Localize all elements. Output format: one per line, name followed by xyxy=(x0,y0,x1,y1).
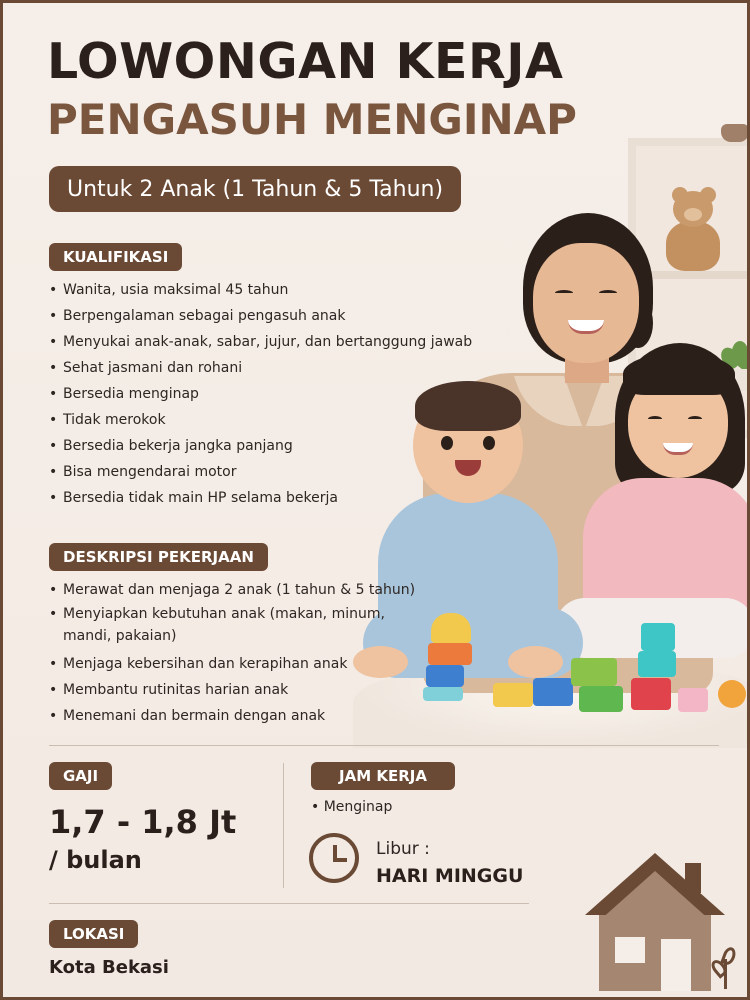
salary-amount: 1,7 - 1,8 Jt xyxy=(49,803,237,841)
day-off-label: Libur : xyxy=(376,839,430,859)
list-item: • Merawat dan menjaga 2 anak (1 tahun & 5 tahun) xyxy=(49,577,415,603)
qualifications-list xyxy=(49,277,472,511)
list-item: • Berpengalaman sebagai pengasuh anak xyxy=(49,303,472,329)
section-divider xyxy=(49,903,529,904)
work-hours-item: • Menginap xyxy=(311,799,393,815)
location-value: Kota Bekasi xyxy=(49,957,169,978)
bowl-icon xyxy=(721,124,749,142)
list-item: • Menyukai anak-anak, sabar, jujur, dan bertanggung jawab xyxy=(49,329,472,355)
list-item: • Tidak merokok xyxy=(49,407,472,433)
list-item: • Sehat jasmani dan rohani xyxy=(49,355,472,381)
list-item: • Menemani dan bermain dengan anak xyxy=(49,703,415,729)
toy-blocks xyxy=(431,613,471,643)
qualifications-heading: KUALIFIKASI xyxy=(49,243,182,271)
children-info-text: Untuk 2 Anak (1 Tahun & 5 Tahun) xyxy=(67,176,444,202)
work-hours-heading: JAM KERJA xyxy=(311,762,455,790)
job-description-heading: DESKRIPSI PEKERJAAN xyxy=(49,543,268,571)
location-heading: LOKASI xyxy=(49,920,138,948)
list-item: • Bersedia bekerja jangka panjang xyxy=(49,433,472,459)
list-item: • Bersedia menginap xyxy=(49,381,472,407)
sprout-icon xyxy=(713,945,737,989)
list-item: • Bersedia tidak main HP selama bekerja xyxy=(49,485,472,511)
clock-icon xyxy=(309,833,359,883)
page-subtitle: PENGASUH MENGINAP xyxy=(47,95,577,144)
job-description-list xyxy=(49,577,415,729)
list-item: • Bisa mengendarai motor xyxy=(49,459,472,485)
list-item: • Menyiapkan kebutuhan anak (makan, minum, mandi, pakaian) xyxy=(49,603,389,651)
list-item: • Menjaga kebersihan dan kerapihan anak xyxy=(49,651,415,677)
salary-heading: GAJI xyxy=(49,762,112,790)
page-title: LOWONGAN KERJA xyxy=(47,33,564,90)
column-divider xyxy=(283,763,284,888)
salary-period: / bulan xyxy=(49,846,142,874)
house-icon xyxy=(585,853,735,993)
list-item: • Wanita, usia maksimal 45 tahun xyxy=(49,277,472,303)
children-info-badge xyxy=(49,166,461,212)
teddy-bear-icon xyxy=(658,191,728,271)
day-off-value: HARI MINGGU xyxy=(376,865,524,887)
list-item: • Membantu rutinitas harian anak xyxy=(49,677,415,703)
section-divider xyxy=(49,745,719,746)
